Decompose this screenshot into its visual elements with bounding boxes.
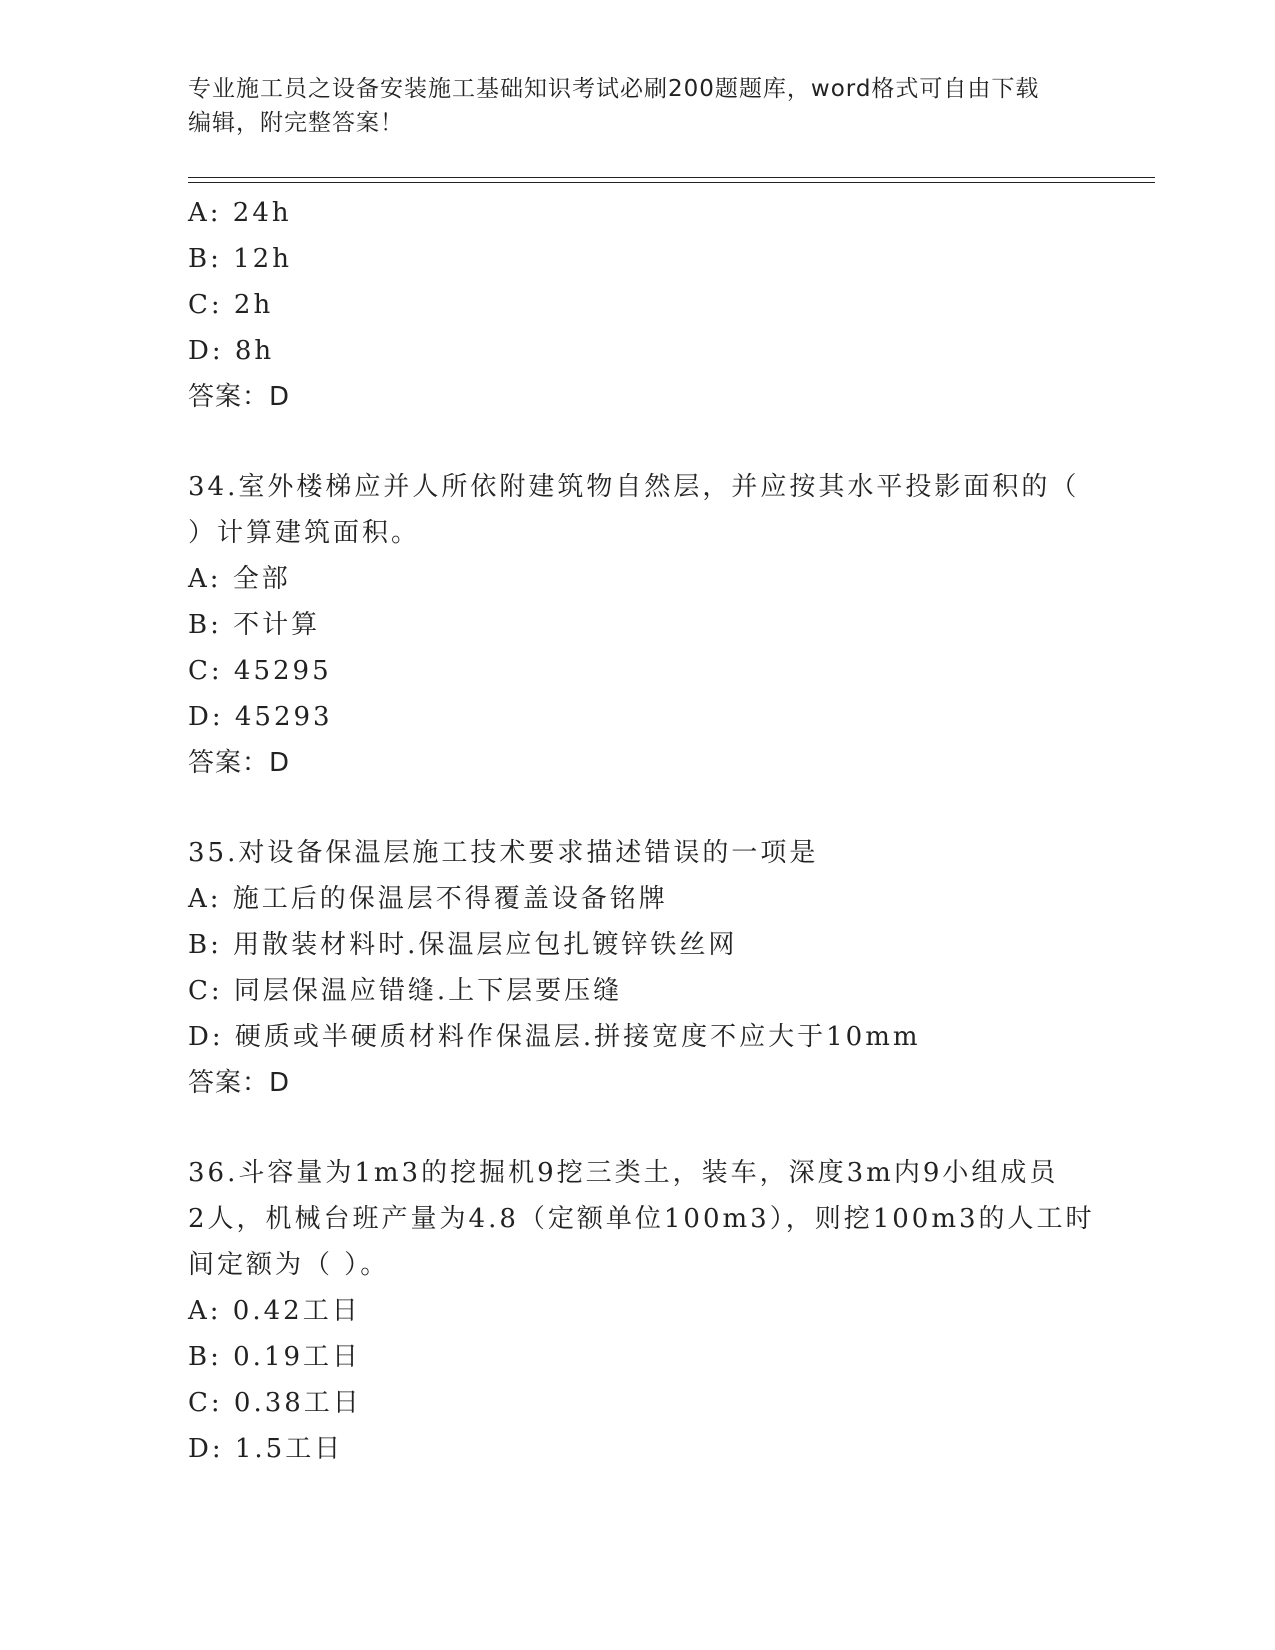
option-d: D: 1.5工日 [188, 1434, 344, 1464]
spacer [188, 420, 1088, 464]
question-34 [188, 464, 1088, 786]
option-b: B: 不计算 [188, 610, 321, 640]
spacer [188, 786, 1088, 830]
answer-label: 答案：D [188, 382, 291, 412]
document-header [188, 72, 1068, 140]
header-title-line-2: 编辑，附完整答案！ [188, 110, 404, 136]
spacer [188, 1106, 1088, 1150]
header-title-line-1: 专业施工员之设备安装施工基础知识考试必刷200题题库，word格式可自由下载 [188, 76, 1040, 102]
option-a: A: 全部 [188, 564, 291, 594]
option-c: C: 45295 [188, 656, 332, 686]
answer-label: 答案：D [188, 748, 291, 778]
option-a: A: 施工后的保温层不得覆盖设备铭牌 [188, 884, 668, 914]
option-b: B: 0.19工日 [188, 1342, 362, 1372]
answer-label: 答案：D [188, 1068, 291, 1098]
header-divider-top [188, 177, 1155, 178]
question-list [188, 190, 1095, 1472]
question-stem-line: 2人，机械台班产量为4.8（定额单位100m3），则挖100m3的人工时 [188, 1204, 1095, 1234]
option-c: C: 0.38工日 [188, 1388, 362, 1418]
question-stem-line: 36.斗容量为1m3的挖掘机9挖三类土，装车，深度3m内9小组成员 [188, 1158, 1059, 1188]
question-stem-line: ）计算建筑面积。 [188, 518, 421, 548]
question-33 [188, 190, 1088, 420]
header-divider-bottom [188, 182, 1155, 183]
question-36 [188, 1150, 1095, 1472]
option-a: A: 24h [188, 198, 292, 228]
option-d: D: 8h [188, 336, 275, 366]
option-c: C: 2h [188, 290, 274, 320]
option-b: B: 用散装材料时.保温层应包扎镀锌铁丝网 [188, 930, 738, 960]
option-a: A: 0.42工日 [188, 1296, 361, 1326]
question-35 [188, 830, 1088, 1106]
question-stem-line: 34.室外楼梯应并人所依附建筑物自然层，并应按其水平投影面积的（ [188, 472, 1080, 502]
option-d: D: 硬质或半硬质材料作保温层.拼接宽度不应大于10mm [188, 1022, 921, 1052]
option-b: B: 12h [188, 244, 292, 274]
option-d: D: 45293 [188, 702, 333, 732]
question-stem-line: 35.对设备保温层施工技术要求描述错误的一项是 [188, 838, 819, 868]
question-stem-line: 间定额为（ ）。 [188, 1250, 390, 1280]
option-c: C: 同层保温应错缝.上下层要压缝 [188, 976, 623, 1006]
